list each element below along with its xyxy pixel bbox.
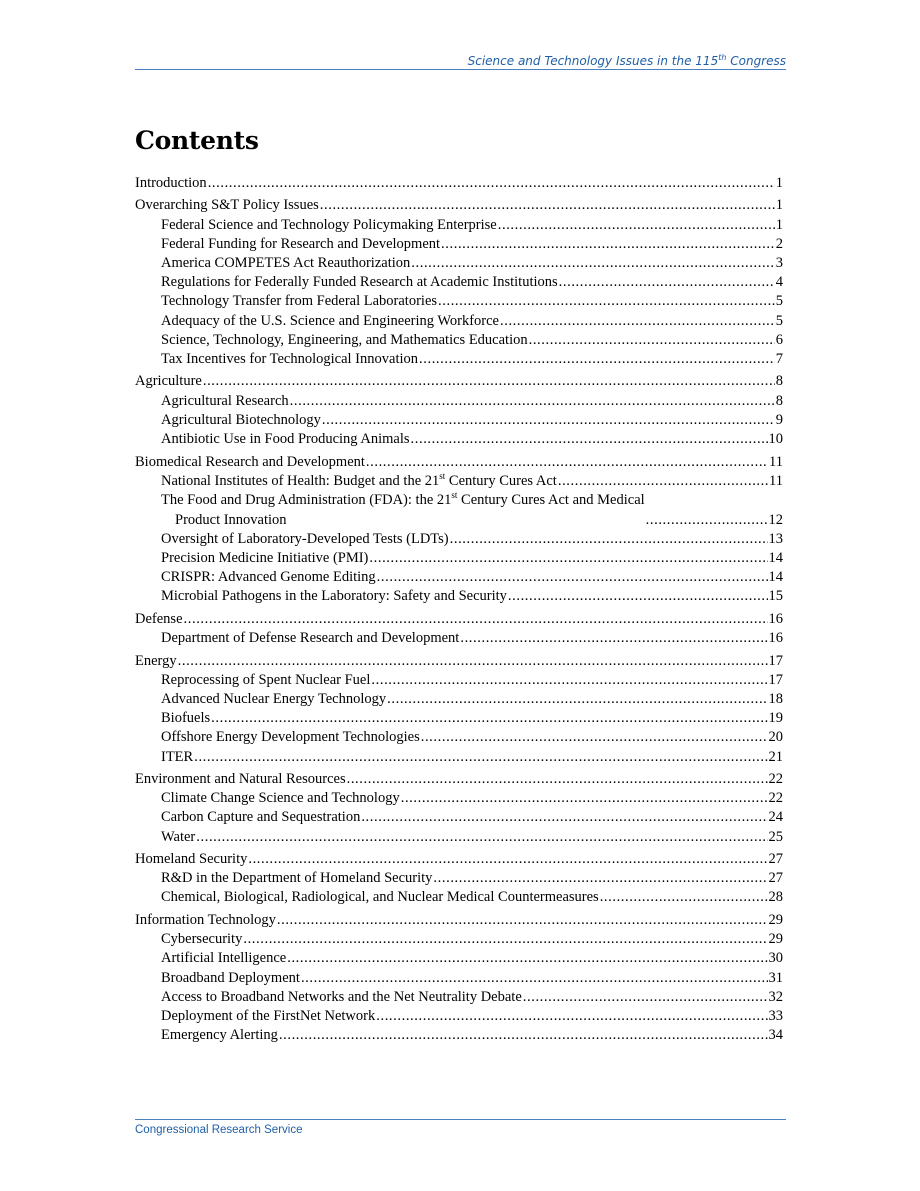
toc-subsection-entry[interactable] xyxy=(135,828,783,847)
toc-section-entry[interactable] xyxy=(135,770,783,789)
toc-entry-title: Environment and Natural Resources xyxy=(135,771,346,788)
toc-page-number: 34 xyxy=(768,1027,783,1044)
toc-entry-title: Agriculture xyxy=(135,373,202,390)
toc-entry-title: Carbon Capture and Sequestration xyxy=(161,809,361,826)
toc-subsection-entry[interactable] xyxy=(135,530,783,549)
toc-dot-leader xyxy=(646,511,768,530)
toc-entry-title: Climate Change Science and Technology xyxy=(161,790,400,807)
toc-dot-leader xyxy=(500,312,775,331)
toc-page-number: 22 xyxy=(768,790,783,807)
toc-entry-title-continuation: Product Innovation xyxy=(175,511,287,528)
toc-page-number: 20 xyxy=(768,729,783,746)
toc-entry-title: Regulations for Federally Funded Research at Academic Institutions xyxy=(161,274,558,291)
toc-entry-title: Tax Incentives for Technological Innovation xyxy=(161,350,419,367)
toc-dot-leader xyxy=(529,331,775,350)
toc-dot-leader xyxy=(211,709,767,728)
toc-dot-leader xyxy=(243,930,767,949)
toc-entry-title: Introduction xyxy=(135,175,207,191)
toc-page-number: 27 xyxy=(768,870,783,887)
toc-dot-leader xyxy=(369,549,767,568)
toc-section-entry[interactable] xyxy=(135,610,783,629)
toc-subsection-entry[interactable] xyxy=(135,254,783,273)
toc-entry-title: Overarching S&T Policy Issues xyxy=(135,197,319,214)
toc-page-number: 31 xyxy=(768,969,783,986)
toc-subsection-entry[interactable] xyxy=(135,808,783,827)
toc-subsection-entry[interactable] xyxy=(135,969,783,988)
toc-dot-leader xyxy=(387,690,767,709)
toc-dot-leader xyxy=(194,748,767,767)
toc-subsection-entry[interactable] xyxy=(135,430,783,449)
toc-subsection-entry[interactable] xyxy=(135,629,783,648)
toc-entry-title: Deployment of the FirstNet Network xyxy=(161,1007,376,1024)
toc-subsection-entry[interactable] xyxy=(135,949,783,968)
toc-entry-title: Precision Medicine Initiative (PMI) xyxy=(161,550,369,567)
toc-dot-leader xyxy=(366,453,768,472)
toc-entry-title: Cybersecurity xyxy=(161,931,243,948)
toc-entry-title: Advanced Nuclear Energy Technology xyxy=(161,690,387,707)
toc-subsection-entry[interactable] xyxy=(135,472,783,491)
toc-dot-leader xyxy=(279,1026,768,1045)
toc-dot-leader xyxy=(208,174,775,193)
toc-entry-title xyxy=(161,472,557,491)
toc-entry-title: Antibiotic Use in Food Producing Animals xyxy=(161,431,410,448)
toc-entry-title-part: National Institutes of Health: Budget and the 21 xyxy=(161,472,440,489)
toc-page-number: 5 xyxy=(775,312,783,329)
page-title: Contents xyxy=(135,126,259,155)
toc-entry-title xyxy=(161,491,645,529)
toc-page-number: 8 xyxy=(775,392,783,409)
header-text-post: Congress xyxy=(726,54,786,68)
toc-subsection-entry[interactable] xyxy=(135,1026,783,1045)
toc-dot-leader xyxy=(301,969,768,988)
running-footer xyxy=(135,1119,786,1136)
toc-dot-leader xyxy=(290,392,775,411)
toc-page-number: 28 xyxy=(768,889,783,906)
toc-dot-leader xyxy=(508,587,768,606)
toc-dot-leader xyxy=(277,911,768,930)
toc-subsection-entry[interactable] xyxy=(135,988,783,1007)
toc-page-number: 1 xyxy=(775,216,783,233)
toc-page-number: 18 xyxy=(768,690,783,707)
toc-subsection-entry[interactable] xyxy=(135,312,783,331)
toc-page-number: 21 xyxy=(768,748,783,765)
toc-dot-leader xyxy=(419,350,775,369)
toc-page-number: 2 xyxy=(775,235,783,252)
toc-page-number: 5 xyxy=(775,293,783,310)
toc-section-entry[interactable] xyxy=(135,911,783,930)
toc-page-number: 9 xyxy=(775,411,783,428)
toc-subsection-entry[interactable] xyxy=(135,331,783,350)
toc-subsection-entry[interactable] xyxy=(135,789,783,808)
toc-entry-title: Oversight of Laboratory-Developed Tests (LDTs) xyxy=(161,530,449,547)
toc-entry-title: Defense xyxy=(135,610,183,627)
toc-entry-title: Adequacy of the U.S. Science and Engineering Workforce xyxy=(161,312,499,329)
header-text-pre: Science and Technology Issues in the 115 xyxy=(467,54,719,68)
toc-subsection-entry[interactable] xyxy=(135,930,783,949)
toc-dot-leader xyxy=(559,273,775,292)
toc-dot-leader xyxy=(203,372,775,391)
toc-section-entry[interactable] xyxy=(135,453,783,472)
toc-entry-title-part: The Food and Drug Administration (FDA): the 21 xyxy=(161,492,452,509)
toc-subsection-entry[interactable] xyxy=(135,728,783,747)
toc-subsection-entry[interactable] xyxy=(135,411,783,430)
toc-dot-leader xyxy=(320,196,775,215)
toc-page-number: 30 xyxy=(768,950,783,967)
toc-page-number: 1 xyxy=(775,175,783,191)
toc-entry-title: Agricultural Research xyxy=(161,392,289,409)
toc-page-number: 16 xyxy=(768,610,783,627)
toc-dot-leader xyxy=(460,629,767,648)
toc-subsection-entry[interactable] xyxy=(135,568,783,587)
toc-subsection-entry[interactable] xyxy=(135,292,783,311)
toc-subsection-entry[interactable] xyxy=(135,690,783,709)
toc-entry-title: Offshore Energy Development Technologies xyxy=(161,729,420,746)
toc-entry-superscript: st xyxy=(439,470,446,481)
toc-entry-title: CRISPR: Advanced Genome Editing xyxy=(161,569,376,586)
toc-section-entry[interactable] xyxy=(135,174,783,193)
toc-entry-title: Access to Broadband Networks and the Net Neutrality Debate xyxy=(161,988,522,1005)
toc-page-number: 4 xyxy=(775,274,783,291)
toc-page-number: 17 xyxy=(768,652,783,669)
toc-entry-title: Agricultural Biotechnology xyxy=(161,411,321,428)
toc-entry-title: America COMPETES Act Reauthorization xyxy=(161,255,411,272)
toc-entry-title: Biomedical Research and Development xyxy=(135,453,365,470)
toc-entry-title: R&D in the Department of Homeland Security xyxy=(161,870,433,887)
toc-dot-leader xyxy=(600,888,768,907)
toc-section-entry[interactable] xyxy=(135,196,783,215)
toc-dot-leader xyxy=(287,949,767,968)
toc-entry-superscript: st xyxy=(451,490,458,501)
toc-entry-title: Information Technology xyxy=(135,911,276,928)
running-header xyxy=(135,54,786,70)
toc-dot-leader xyxy=(347,770,768,789)
toc-subsection-entry[interactable] xyxy=(135,587,783,606)
toc-page-number: 11 xyxy=(769,472,783,489)
toc-subsection-entry[interactable] xyxy=(135,1007,783,1026)
toc-dot-leader xyxy=(322,411,775,430)
toc-dot-leader xyxy=(401,789,768,808)
toc-entry-title: Chemical, Biological, Radiological, and Nuclear Medical Countermeasures xyxy=(161,889,599,906)
toc-page-number: 29 xyxy=(768,911,783,928)
toc-page-number: 13 xyxy=(768,530,783,547)
toc-entry-title-part: Century Cures Act and Medical xyxy=(457,492,645,509)
toc-section-entry[interactable] xyxy=(135,652,783,671)
toc-dot-leader xyxy=(421,728,768,747)
toc-entry-title: Microbial Pathogens in the Laboratory: Safety and Security xyxy=(161,588,507,605)
toc-page-number: 12 xyxy=(768,511,783,528)
toc-entry-title: Federal Funding for Research and Development xyxy=(161,235,441,252)
toc-subsection-entry[interactable] xyxy=(135,392,783,411)
toc-dot-leader xyxy=(450,530,768,549)
toc-dot-leader xyxy=(441,235,775,254)
toc-dot-leader xyxy=(178,652,768,671)
toc-entry-title: Energy xyxy=(135,652,177,669)
toc-dot-leader xyxy=(184,610,768,629)
toc-dot-leader xyxy=(498,216,775,235)
toc-entry-title: Department of Defense Research and Development xyxy=(161,630,460,647)
toc-entry-title: Homeland Security xyxy=(135,851,248,868)
toc-entry-title: Reprocessing of Spent Nuclear Fuel xyxy=(161,671,371,688)
toc-page-number: 10 xyxy=(768,431,783,448)
toc-subsection-entry[interactable] xyxy=(135,350,783,369)
toc-page-number: 22 xyxy=(768,771,783,788)
toc-entry-title: Science, Technology, Engineering, and Mathematics Education xyxy=(161,331,528,348)
toc-page-number: 17 xyxy=(768,671,783,688)
toc-subsection-entry[interactable] xyxy=(135,235,783,254)
toc-subsection-entry[interactable] xyxy=(135,491,783,530)
toc-subsection-entry[interactable] xyxy=(135,748,783,767)
toc-page-number: 7 xyxy=(775,350,783,367)
toc-page-number: 33 xyxy=(768,1007,783,1024)
toc-page-number: 11 xyxy=(769,453,783,470)
toc-section-entry[interactable] xyxy=(135,850,783,869)
toc-entry-title: Emergency Alerting xyxy=(161,1027,278,1044)
table-of-contents xyxy=(135,174,783,1045)
toc-page-number: 1 xyxy=(775,197,783,214)
toc-dot-leader xyxy=(196,828,767,847)
toc-subsection-entry[interactable] xyxy=(135,549,783,568)
header-superscript: th xyxy=(718,53,727,62)
toc-entry-title: Water xyxy=(161,828,196,845)
toc-dot-leader xyxy=(411,254,774,273)
toc-section-entry[interactable] xyxy=(135,372,783,391)
toc-entry-title: Technology Transfer from Federal Laboratories xyxy=(161,293,438,310)
toc-page-number: 8 xyxy=(775,373,783,390)
toc-dot-leader xyxy=(371,671,767,690)
toc-subsection-entry[interactable] xyxy=(135,869,783,888)
toc-page-number: 19 xyxy=(768,710,783,727)
toc-entry-title: Biofuels xyxy=(161,710,211,727)
toc-page-number: 32 xyxy=(768,988,783,1005)
toc-subsection-entry[interactable] xyxy=(135,888,783,907)
toc-dot-leader xyxy=(411,430,768,449)
toc-entry-title: Federal Science and Technology Policymaking Enterprise xyxy=(161,216,497,233)
toc-page-number: 25 xyxy=(768,828,783,845)
toc-page-number: 14 xyxy=(768,569,783,586)
toc-page-number: 16 xyxy=(768,630,783,647)
toc-page-number: 14 xyxy=(768,550,783,567)
toc-page-number: 6 xyxy=(775,331,783,348)
toc-entry-title: ITER xyxy=(161,748,194,765)
toc-entry-title: Broadband Deployment xyxy=(161,969,300,986)
toc-page-number: 29 xyxy=(768,931,783,948)
toc-subsection-entry[interactable] xyxy=(135,216,783,235)
toc-dot-leader xyxy=(376,1007,767,1026)
toc-dot-leader xyxy=(361,808,767,827)
toc-subsection-entry[interactable] xyxy=(135,273,783,292)
toc-page-number: 24 xyxy=(768,809,783,826)
toc-page-number: 3 xyxy=(775,255,783,272)
toc-page-number: 15 xyxy=(768,588,783,605)
toc-entry-title: Artificial Intelligence xyxy=(161,950,287,967)
toc-dot-leader xyxy=(433,869,767,888)
toc-entry-title-part: Century Cures Act xyxy=(445,472,557,489)
toc-dot-leader xyxy=(377,568,768,587)
footer-text: Congressional Research Service xyxy=(135,1124,303,1136)
toc-dot-leader xyxy=(248,850,767,869)
toc-dot-leader xyxy=(558,472,768,491)
toc-entry-title-line xyxy=(161,491,645,510)
toc-dot-leader xyxy=(523,988,768,1007)
toc-page-number: 27 xyxy=(768,851,783,868)
toc-dot-leader xyxy=(438,292,775,311)
toc-subsection-entry[interactable] xyxy=(135,671,783,690)
toc-subsection-entry[interactable] xyxy=(135,709,783,728)
